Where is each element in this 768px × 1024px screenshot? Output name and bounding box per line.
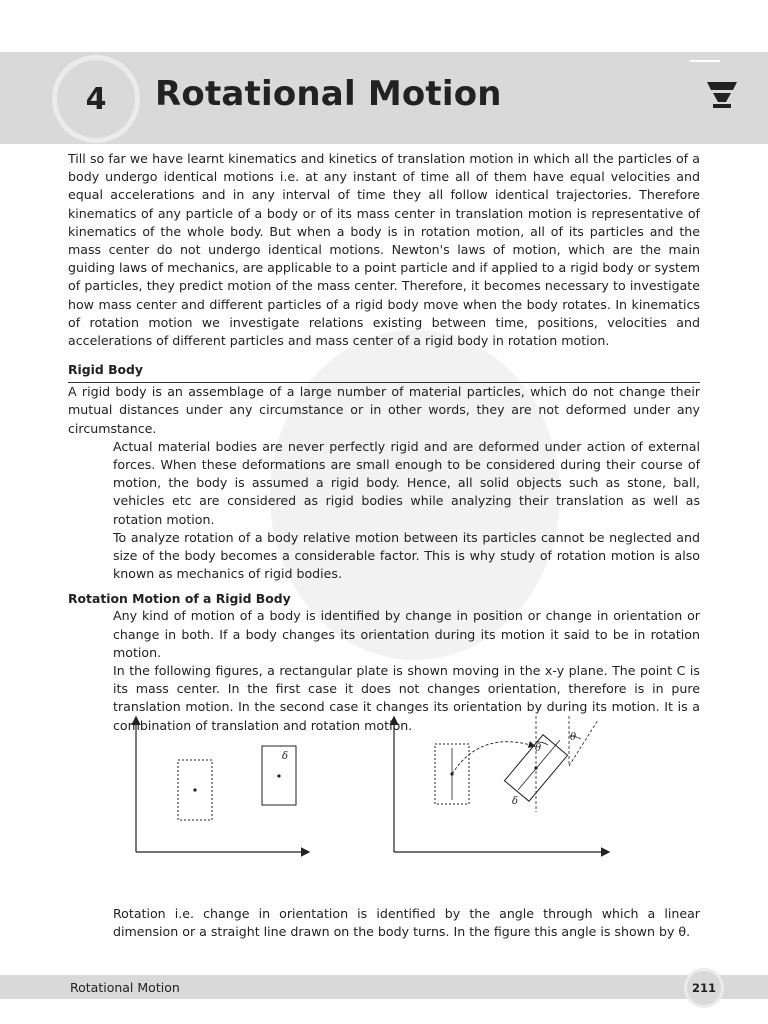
mass-center-rotated	[534, 766, 537, 769]
theta-label-1: θ	[535, 743, 542, 754]
rotated-reference-2	[569, 720, 598, 766]
trajectory-path	[452, 742, 534, 774]
page-number: 211	[684, 968, 724, 1008]
rotation-paragraph-2: In the following figures, a rectangular plate is shown moving in the x-y plane. The point C is its mass center. In the first case it does not changes orientation, therefore is in pure translation motion. In the second case it changes its orientation by during its motion. It is a combination of translation and rotation motion.	[113, 663, 700, 733]
rotation-paragraph-1: Any kind of motion of a body is identified by change in position or change in orientation or change in both. If a body changes its orientation during its motion it said to be in rotation motion.	[113, 608, 700, 660]
chapter-title: Rotational Motion	[155, 74, 502, 114]
fig1-label: δ	[282, 751, 289, 762]
rigid-body-heading: Rigid Body	[68, 362, 143, 378]
publisher-logo-icon	[707, 82, 737, 108]
rigid-body-paragraph-2: To analyze rotation of a body relative motion between its particles cannot be neglected and size of the body becomes a considerable factor. This is why study of rotation motion is also known as mechanics of rigid bodies.	[113, 529, 700, 582]
rigid-body-paragraph-1: Actual material bodies are never perfectly rigid and are deformed under action of external forces. When these deformations are small enough to be considered during their course of motion, the body is assumed a rigid body. Hence, all solid objects such as stone, ball, vehicles etc are considered as rigid bodies while analyzing their translation as well as rotation motion.	[113, 438, 700, 527]
mass-center-initial	[193, 788, 196, 791]
translation-figure	[136, 718, 308, 852]
footer-section-title: Rotational Motion	[70, 980, 180, 995]
rigid-body-definition: A rigid body is an assemblage of a large number of material particles, which do not change their mutual distances under any circumstance or in other words, they are not deformed under any circumstance.	[68, 384, 700, 436]
intro-paragraph: Till so far we have learnt kinematics and kinetics of translation motion in which all the particles of a body undergo identical motions i.e. at any instant of time all of them have equal velocities and equal accelerations and in any interval of time they all follow identical trajectories. Therefore kinematics of any particle of a body or of its mass center in translation motion is representative of kinematics of the whole body. But when a body is in rotation motion, all of its particles and the mass center do not undergo identical motions. Newton's laws of motion, which are the main guiding laws of mechanics, are applicable to a point particle and if applied to a rigid body or system of particles, they predict motion of the mass center. Therefore, it becomes necessary to investigate how mass center and different particles of a rigid body move when the body rotates. In kinematics of rotation motion we investigate relations existing between time, positions, velocities and accelerations of different particles and mass center of a rigid body in rotation motion.	[68, 151, 700, 349]
main-content	[68, 150, 700, 735]
rotation-motion-heading: Rotation Motion of a Rigid Body	[68, 591, 291, 607]
fig2-label: δ	[512, 796, 519, 807]
motion-figures	[120, 712, 620, 872]
figure-caption: Rotation i.e. change in orientation is identified by the angle through which a linear dimension or a straight line drawn on the body turns. In the figure this angle is shown by θ.	[113, 906, 700, 940]
chapter-badge	[52, 55, 140, 143]
chapter-number: 4	[85, 81, 107, 117]
mass-center-final	[277, 774, 280, 777]
theta-label-2: θ	[570, 732, 577, 743]
rotation-figure	[394, 716, 608, 852]
header-tab	[690, 60, 720, 62]
